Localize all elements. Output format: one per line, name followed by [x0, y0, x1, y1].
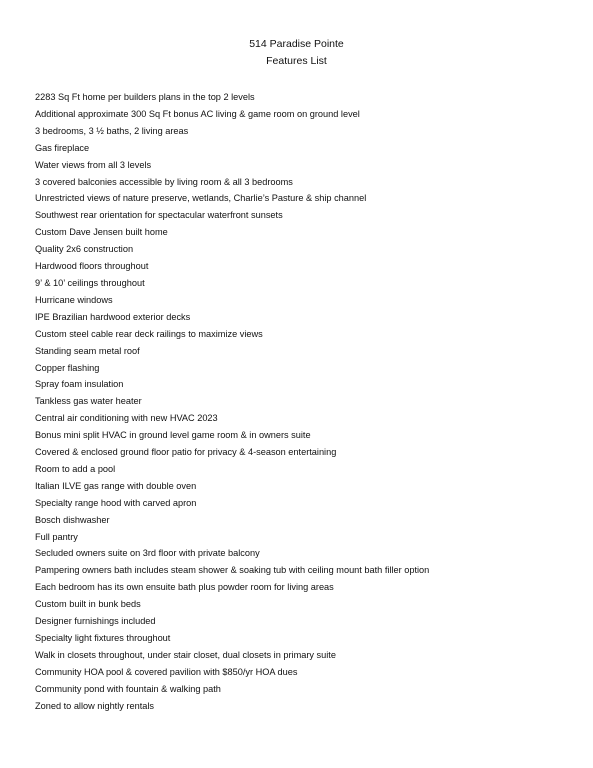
feature-item: Additional approximate 300 Sq Ft bonus AC living & game room on ground level [35, 108, 360, 119]
feature-item: Each bedroom has its own ensuite bath plus powder room for living areas [35, 582, 334, 593]
feature-item: Water views from all 3 levels [35, 159, 152, 170]
feature-item: Hardwood floors throughout [35, 261, 149, 272]
feature-item: Bosch dishwasher [35, 514, 110, 525]
document-title: 514 Paradise Pointe [249, 38, 344, 50]
feature-item: Quality 2x6 construction [35, 244, 134, 255]
feature-item: Bonus mini split HVAC in ground level game room & in owners suite [35, 430, 311, 441]
feature-item: Specialty light fixtures throughout [35, 633, 171, 643]
features-list [35, 89, 429, 715]
feature-item: 2283 Sq Ft home per builders plans in the top 2 levels [35, 92, 255, 102]
feature-item: 3 covered balconies accessible by living room & all 3 bedrooms [35, 176, 293, 187]
feature-item: Custom Dave Jensen built home [35, 227, 168, 238]
feature-item: Unrestricted views of nature preserve, wetlands, Charlie’s Pasture & ship channel [35, 193, 367, 204]
title-block [0, 36, 593, 70]
feature-item: Community pond with fountain & walking path [35, 683, 221, 694]
feature-item: Specialty range hood with carved apron [35, 497, 197, 508]
feature-item: Covered & enclosed ground floor patio for privacy & 4-season entertaining [35, 447, 337, 458]
feature-item: Walk in closets throughout, under stair closet, dual closets in primary suite [35, 649, 336, 660]
feature-item: Tankless gas water heater [35, 396, 142, 407]
feature-item: Zoned to allow nightly rentals [35, 700, 154, 711]
feature-item: IPE Brazilian hardwood exterior decks [35, 311, 191, 322]
feature-item: Pampering owners bath includes steam shower & soaking tub with ceiling mount bath filler option [35, 565, 430, 576]
feature-item: Copper flashing [35, 362, 100, 373]
feature-item: 9’ & 10’ ceilings throughout [35, 277, 145, 288]
feature-item: Standing seam metal roof [35, 345, 140, 356]
feature-item: Italian ILVE gas range with double oven [35, 480, 197, 491]
feature-item: Central air conditioning with new HVAC 2023 [35, 413, 218, 424]
feature-item: Gas fireplace [35, 142, 90, 153]
feature-item: Room to add a pool [35, 463, 116, 474]
feature-item: 3 bedrooms, 3 ½ baths, 2 living areas [35, 125, 189, 136]
feature-item: Secluded owners suite on 3rd floor with private balcony [35, 548, 260, 559]
feature-item: Custom steel cable rear deck railings to maximize views [35, 328, 263, 339]
feature-item: Designer furnishings included [35, 616, 156, 627]
feature-item: Spray foam insulation [35, 379, 124, 390]
feature-item: Southwest rear orientation for spectacular waterfront sunsets [35, 210, 283, 221]
feature-item: Hurricane windows [35, 294, 113, 305]
feature-item: Community HOA pool & covered pavilion with $850/yr HOA dues [35, 666, 298, 677]
feature-item: Custom built in bunk beds [35, 599, 141, 610]
feature-item: Full pantry [35, 531, 78, 542]
document-subtitle: Features List [266, 55, 327, 67]
